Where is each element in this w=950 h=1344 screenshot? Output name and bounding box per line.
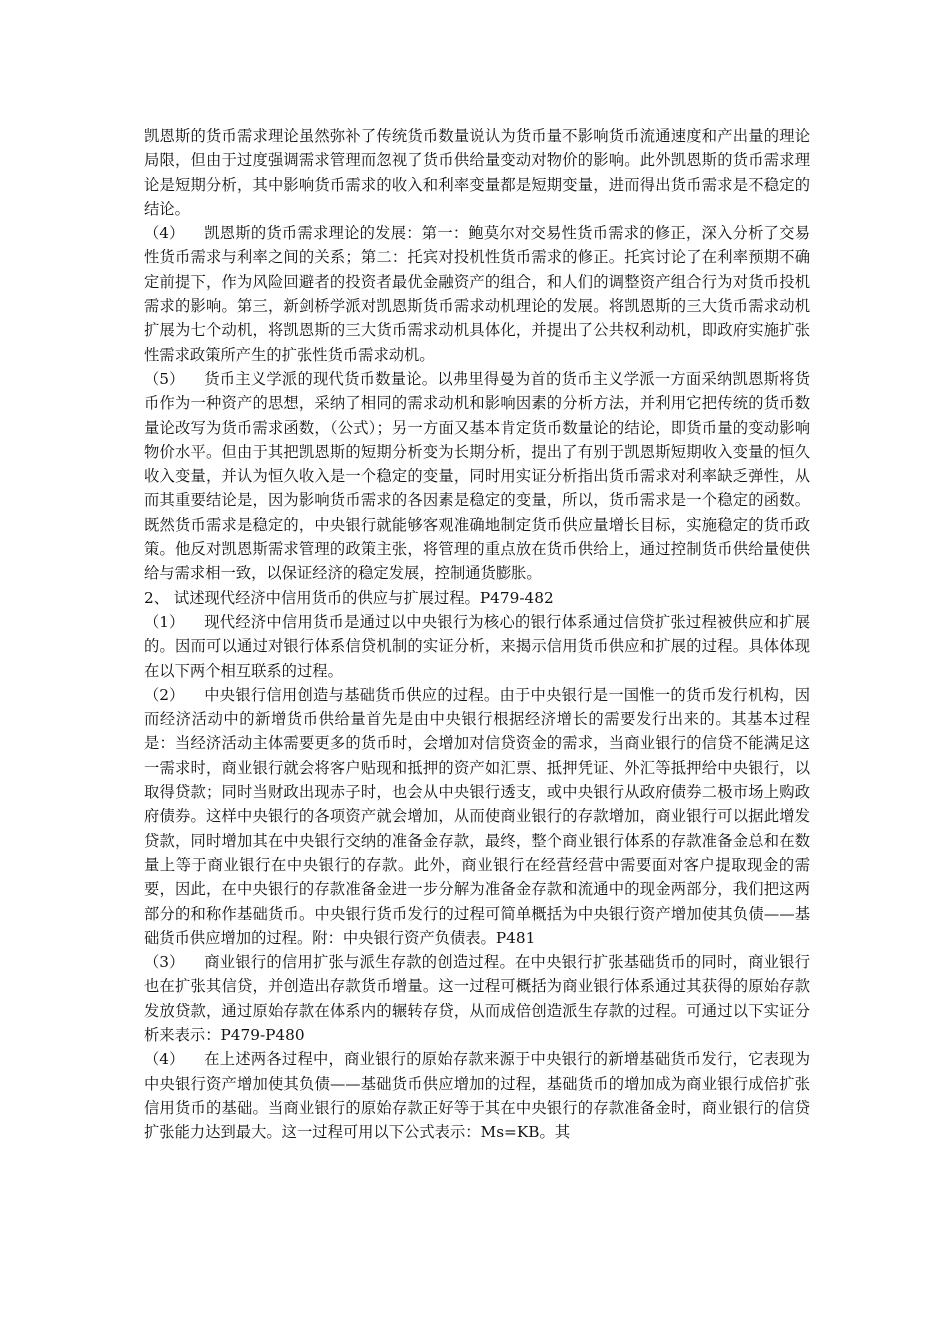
paragraph-5 xyxy=(144,610,810,683)
paragraph-text: 在上述两各过程中，商业银行的原始存款来源于中央银行的新增基础货币发行，它表现为中央银行资产增加使其负债——基础货币供应增加的过程，基础货币的增加成为商业银行成倍扩张信用货币的基础。当商业银行的原始存款正好等于其在中央银行的存款准备金时，商业银行的信贷扩张能力达到最大。这一过程可用以下公式表示：Ms=KB。其 xyxy=(144,1050,810,1142)
paragraph-3 xyxy=(144,367,810,586)
paragraph-text: 2、 试述现代经济中信用货币的供应与扩展过程。P479-482 xyxy=(144,588,554,607)
paragraph-7 xyxy=(144,950,810,1047)
paragraph-number: （2） xyxy=(144,685,185,704)
paragraph-text: 凯恩斯的货币需求理论虽然弥补了传统货币数量说认为货币量不影响货币流通速度和产出量的理论局限，但由于过度强调需求管理而忽视了货币供给量变动对物价的影响。此外凯恩斯的货币需求理论是短期分析，其中影响货币需求的收入和利率变量都是短期变量，进而得出货币需求是不稳定的结论。 xyxy=(144,127,810,218)
paragraph-text: 凯恩斯的货币需求理论的发展：第一：鲍莫尔对交易性货币需求的修正，深入分析了交易性货币需求与利率之间的关系；第二：托宾对投机性货币需求的修正。托宾讨论了在利率预期不确定前提下，作为风险回避者的投资者最优金融资产的组合，和人们的调整资产组合行为对货币投机需求的影响。第三，新剑桥学派对凯恩斯货币需求动机理论的发展。将凯恩斯的三大货币需求动机扩展为七个动机，将凯恩斯的三大货币需求动机具体化，并提出了公共权利动机，即政府实施扩张性需求政策所产生的扩张性货币需求动机。 xyxy=(144,224,810,364)
paragraph-number: （3） xyxy=(144,953,185,972)
paragraph-6 xyxy=(144,683,810,950)
paragraph-text: 商业银行的信用扩张与派生存款的创造过程。在中央银行扩张基础货币的同时，商业银行也在扩张其信贷，并创造出存款货币增量。这一过程可概括为商业银行体系通过其获得的原始存款发放贷款，通过原始存款在体系内的辗转存贷，从而成倍创造派生存款的过程。可通过以下实证分析来表示：P479-P480 xyxy=(144,953,810,1044)
document-page xyxy=(144,124,810,1144)
paragraph-2 xyxy=(144,221,810,367)
paragraph-text: 货币主义学派的现代货币数量论。以弗里得曼为首的货币主义学派一方面采纳凯恩斯将货币作为一种资产的思想，采纳了相同的需求动机和影响因素的分析方法，并利用它把传统的货币数量论改写为货币需求函数，（公式）；另一方面又基本肯定货币数量论的结论，即货币量的变动影响物价水平。但由于其把凯恩斯的短期分析变为长期分析，提出了有别于凯恩斯短期收入变量的恒久收入变量，并认为恒久收入是一个稳定的变量，同时用实证分析指出货币需求对利率缺乏弹性，从而其重要结论是，因为影响货币需求的各因素是稳定的变量，所以，货币需求是一个稳定的函数。既然货币需求是稳定的，中央银行就能够客观准确地制定货币供应量增长目标，实施稳定的货币政策。他反对凯恩斯需求管理的政策主张，将管理的重点放在货币供给上，通过控制货币供给量使供给与需求相一致，以保证经济的稳定发展，控制通货膨胀。 xyxy=(144,369,810,583)
paragraph-number: （4） xyxy=(144,1050,185,1069)
paragraph-text: 中央银行信用创造与基础货币供应的过程。由于中央银行是一国惟一的货币发行机构，因而经济活动中的新增货币供给量首先是由中央银行根据经济增长的需要发行出来的。其基本过程是：当经济活动主体需要更多的货币时，会增加对信贷资金的需求，当商业银行的信贷不能满足这一需求时，商业银行就会将客户贴现和抵押的资产如汇票、抵押凭证、外汇等抵押给中央银行，以取得贷款；同时当财政出现赤子时，也会从中央银行透支，或中央银行从政府债券二极市场上购政府债券。这样中央银行的各项资产就会增加，从而使商业银行的存款增加，商业银行可以据此增发贷款，同时增加其在中央银行交纳的准备金存款，最终，整个商业银行体系的存款准备金总和在数量上等于商业银行在中央银行的存款。此外，商业银行在经营经营中需要面对客户提取现金的需要，因此，在中央银行的存款准备金进一步分解为准备金存款和流通中的现金两部分，我们把这两部分的和称作基础货币。中央银行货币发行的过程可简单概括为中央银行资产增加使其负债——基础货币供应增加的过程。附：中央银行资产负债表。P481 xyxy=(144,685,810,947)
paragraph-number: （1） xyxy=(144,612,185,631)
question-heading xyxy=(144,586,810,610)
paragraph-text: 现代经济中信用货币是通过以中央银行为核心的银行体系通过信贷扩张过程被供应和扩展的。因而可以通过对银行体系信贷机制的实证分析，来揭示信用货币供应和扩展的过程。具体体现在以下两个相互联系的过程。 xyxy=(144,612,810,680)
paragraph-8 xyxy=(144,1047,810,1144)
paragraph-1 xyxy=(144,124,810,221)
paragraph-number: （5） xyxy=(144,369,185,388)
paragraph-number: （4） xyxy=(144,224,185,243)
